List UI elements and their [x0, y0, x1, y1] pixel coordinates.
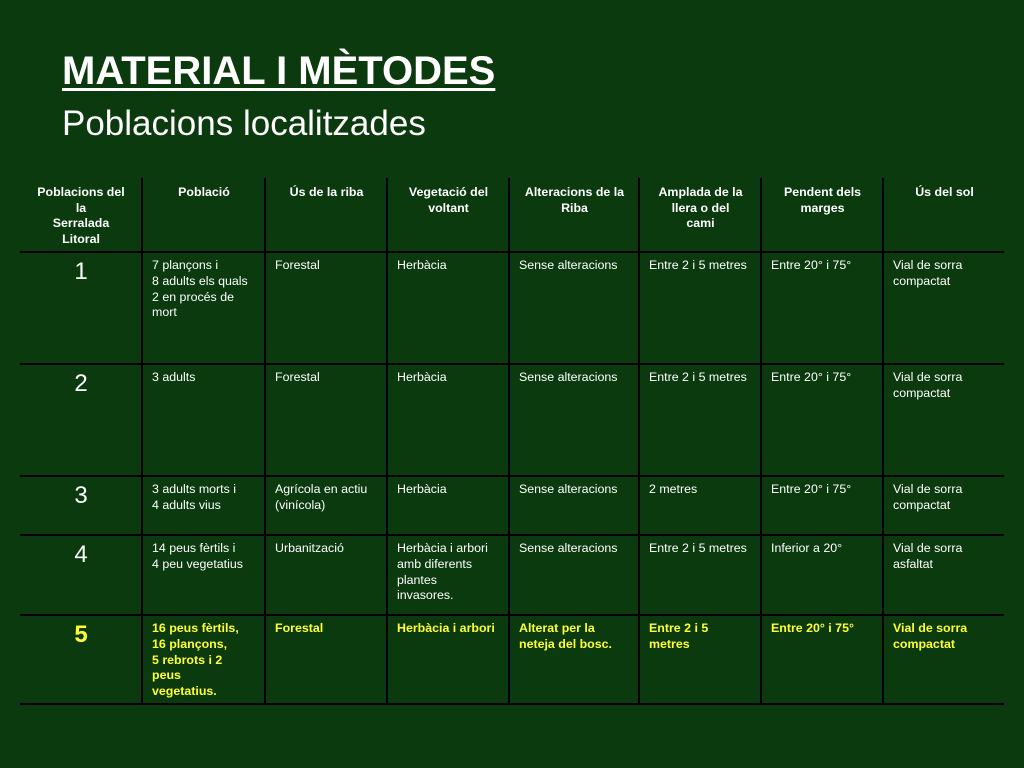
header-vegetacio: Vegetació del voltant — [387, 178, 509, 252]
cell-us-riba: Agrícola en actiu (vinícola) — [265, 476, 387, 535]
cell-us-sol: Vial de sorra asfaltat — [883, 535, 1004, 615]
table-row — [20, 535, 1004, 615]
slide-subtitle: Poblacions localitzades — [62, 104, 426, 143]
row-number: 3 — [20, 476, 142, 535]
header-us-riba: Ús de la riba — [265, 178, 387, 252]
row-number: 5 — [20, 615, 142, 704]
cell-us-sol: Vial de sorra compactat — [883, 615, 1004, 704]
cell-pendent: Entre 20° i 75° — [761, 615, 883, 704]
cell-amplada: Entre 2 i 5 metres — [639, 252, 761, 364]
header-pendent: Pendent dels marges — [761, 178, 883, 252]
row-number: 2 — [20, 364, 142, 476]
table-row — [20, 252, 1004, 364]
table-row — [20, 364, 1004, 476]
header-poblacions-serralada: Poblacions del la Serralada Litoral — [20, 178, 142, 252]
table-header-row — [20, 178, 1004, 252]
cell-alteracions: Alterat per la neteja del bosc. — [509, 615, 639, 704]
cell-poblacio: 3 adults — [142, 364, 265, 476]
header-amplada: Amplada de la llera o del cami — [639, 178, 761, 252]
cell-alteracions: Sense alteracions — [509, 364, 639, 476]
cell-us-sol: Vial de sorra compactat — [883, 252, 1004, 364]
slide-title: MATERIAL I MÈTODES — [62, 49, 496, 93]
cell-amplada: 2 metres — [639, 476, 761, 535]
cell-us-sol: Vial de sorra compactat — [883, 476, 1004, 535]
header-us-sol: Ús del sol — [883, 178, 1004, 252]
header-alteracions: Alteracions de la Riba — [509, 178, 639, 252]
cell-pendent: Inferior a 20° — [761, 535, 883, 615]
cell-vegetacio: Herbàcia — [387, 476, 509, 535]
header-poblacio: Població — [142, 178, 265, 252]
row-number: 4 — [20, 535, 142, 615]
cell-amplada: Entre 2 i 5 metres — [639, 615, 761, 704]
cell-vegetacio: Herbàcia i arbori amb diferents plantes invasores. — [387, 535, 509, 615]
cell-amplada: Entre 2 i 5 metres — [639, 535, 761, 615]
cell-alteracions: Sense alteracions — [509, 252, 639, 364]
cell-us-riba: Forestal — [265, 252, 387, 364]
cell-vegetacio: Herbàcia — [387, 252, 509, 364]
cell-poblacio: 7 plançons i 8 adults els quals 2 en procés de mort — [142, 252, 265, 364]
cell-us-riba: Forestal — [265, 615, 387, 704]
table-row-highlighted — [20, 615, 1004, 704]
cell-us-sol: Vial de sorra compactat — [883, 364, 1004, 476]
cell-us-riba: Forestal — [265, 364, 387, 476]
cell-vegetacio: Herbàcia — [387, 364, 509, 476]
cell-alteracions: Sense alteracions — [509, 535, 639, 615]
row-number: 1 — [20, 252, 142, 364]
table-row — [20, 476, 1004, 535]
cell-poblacio: 14 peus fèrtils i 4 peu vegetatius — [142, 535, 265, 615]
cell-poblacio: 16 peus fèrtils, 16 plançons, 5 rebrots i 2 peus vegetatius. — [142, 615, 265, 704]
populations-table — [20, 178, 1004, 705]
cell-pendent: Entre 20° i 75° — [761, 364, 883, 476]
cell-us-riba: Urbanització — [265, 535, 387, 615]
cell-amplada: Entre 2 i 5 metres — [639, 364, 761, 476]
cell-alteracions: Sense alteracions — [509, 476, 639, 535]
cell-pendent: Entre 20° i 75° — [761, 252, 883, 364]
cell-vegetacio: Herbàcia i arbori — [387, 615, 509, 704]
cell-poblacio: 3 adults morts i 4 adults vius — [142, 476, 265, 535]
cell-pendent: Entre 20° i 75° — [761, 476, 883, 535]
